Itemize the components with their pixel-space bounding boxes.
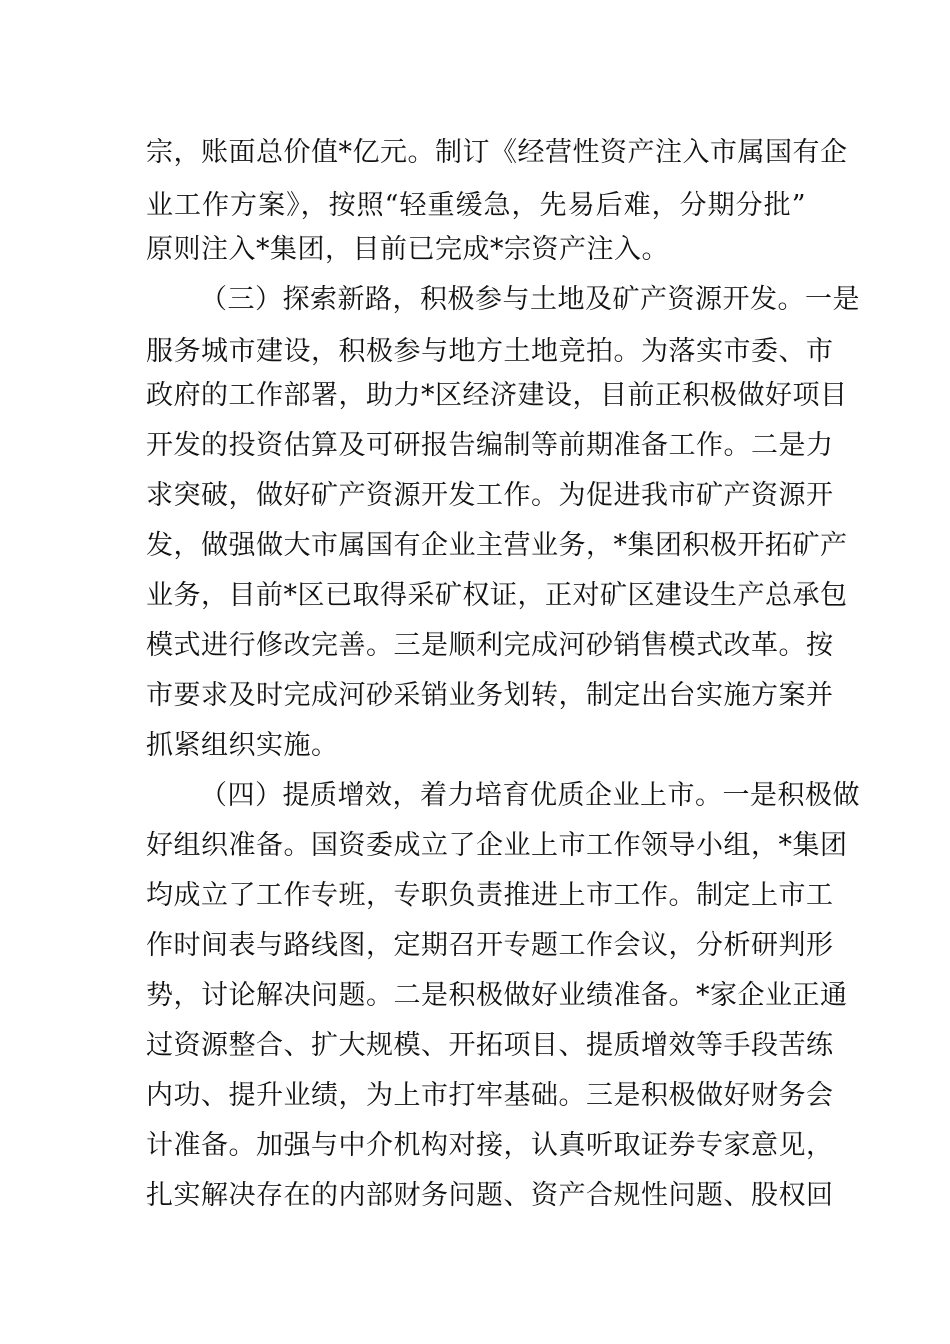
text-line-22: 扎实解决存在的内部财务问题、资产合规性问题、股权回 bbox=[146, 1180, 834, 1211]
text-line-1: 宗，账面总价值*亿元。制订《经营性资产注入市属国有企 bbox=[146, 137, 848, 168]
text-line-2: 业工作方案》，按照“轻重缓急，先易后难，分期分批” bbox=[146, 190, 806, 221]
text-line-17: 作时间表与路线图，定期召开专题工作会议，分析研判形 bbox=[146, 930, 834, 961]
text-line-10: 业务，目前*区已取得采矿权证，正对矿区建设生产总承包 bbox=[146, 580, 848, 611]
text-line-21: 计准备。加强与中介机构对接，认真听取证券专家意见， bbox=[146, 1130, 834, 1161]
text-line-5: 服务城市建设，积极参与地方土地竞拍。为落实市委、市 bbox=[146, 336, 834, 367]
text-line-15: 好组织准备。国资委成立了企业上市工作领导小组，*集团 bbox=[146, 830, 848, 861]
text-line-7: 开发的投资估算及可研报告编制等前期准备工作。二是力 bbox=[146, 430, 834, 461]
text-line-3: 原则注入*集团，目前已完成*宗资产注入。 bbox=[146, 234, 669, 265]
section-4-heading-line: （四）提质增效，着力培育优质企业上市。一是积极做 bbox=[200, 780, 860, 811]
section-3-heading-line: （三）探索新路，积极参与土地及矿产资源开发。一是 bbox=[200, 284, 860, 315]
text-line-11: 模式进行修改完善。三是顺利完成河砂销售模式改革。按 bbox=[146, 630, 834, 661]
text-line-8: 求突破，做好矿产资源开发工作。为促进我市矿产资源开 bbox=[146, 480, 834, 511]
text-line-19: 过资源整合、扩大规模、开拓项目、提质增效等手段苦练 bbox=[146, 1030, 834, 1061]
text-line-13: 抓紧组织实施。 bbox=[146, 730, 339, 761]
text-line-6: 政府的工作部署，助力*区经济建设，目前正积极做好项目 bbox=[146, 380, 848, 411]
text-line-16: 均成立了工作专班，专职负责推进上市工作。制定上市工 bbox=[146, 880, 834, 911]
text-line-9: 发，做强做大市属国有企业主营业务，*集团积极开拓矿产 bbox=[146, 530, 848, 561]
text-line-20: 内功、提升业绩，为上市打牢基础。三是积极做好财务会 bbox=[146, 1080, 834, 1111]
text-line-18: 势，讨论解决问题。二是积极做好业绩准备。*家企业正通 bbox=[146, 980, 848, 1011]
text-line-12: 市要求及时完成河砂采销业务划转，制定出台实施方案并 bbox=[146, 680, 834, 711]
